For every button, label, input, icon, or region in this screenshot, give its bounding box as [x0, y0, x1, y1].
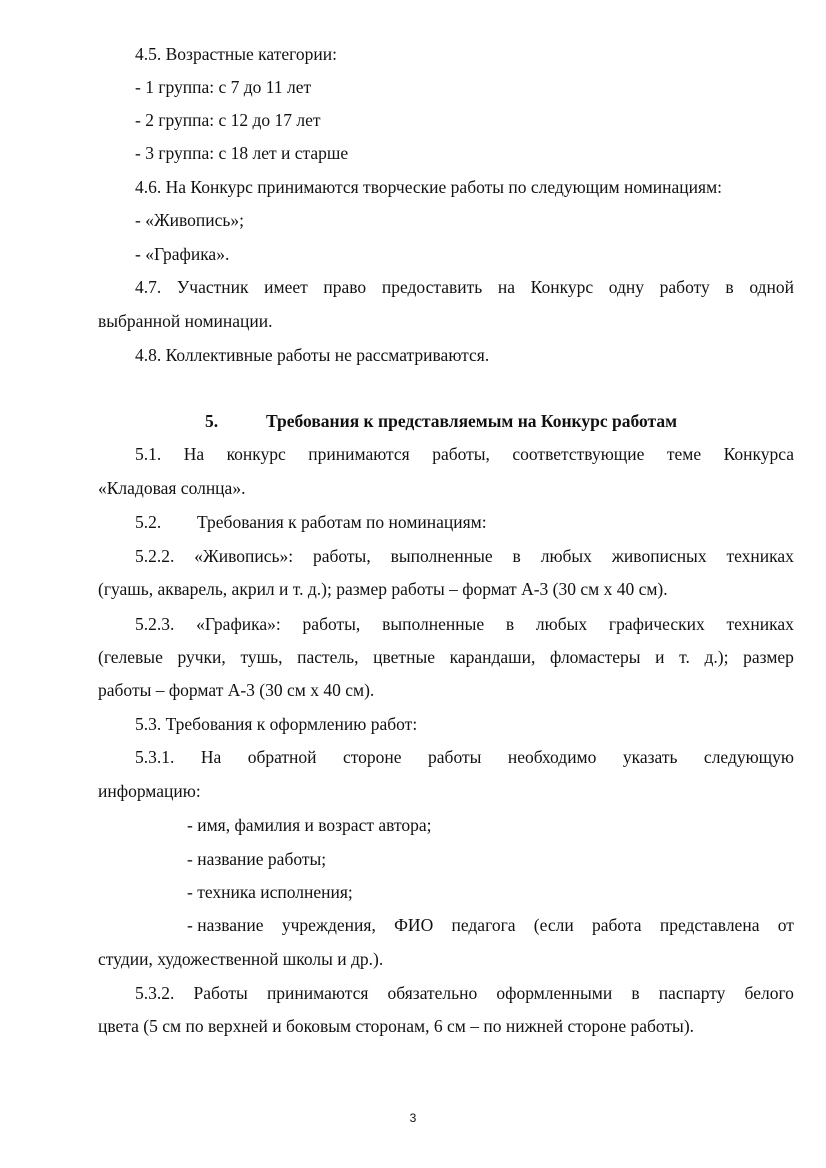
- info-item-institution-line-1: [187, 914, 794, 936]
- word: указать: [622, 747, 678, 767]
- nomination-painting: - «Живопись»;: [135, 210, 244, 230]
- word: обязательно: [387, 983, 478, 1003]
- word: оформленными: [496, 983, 613, 1003]
- word: на: [497, 277, 516, 297]
- word: живописных: [611, 546, 707, 566]
- word: одной: [749, 277, 794, 297]
- word: конкурс: [226, 444, 286, 464]
- section-5-2-3-line-3: работы – формат А-3 (30 см х 40 см).: [98, 680, 375, 700]
- word: На: [183, 444, 205, 464]
- word: паспарту: [658, 983, 726, 1003]
- word: в: [512, 546, 521, 566]
- word: белого: [744, 983, 794, 1003]
- word: - название: [187, 915, 264, 935]
- word: предоставить: [381, 277, 483, 297]
- word: соответствующие: [512, 444, 645, 464]
- word: пастель,: [297, 647, 359, 667]
- section-4-8: 4.8. Коллективные работы не рассматриваются.: [135, 345, 490, 365]
- word: 5.2.3.: [135, 614, 175, 634]
- age-group-1: - 1 группа: с 7 до 11 лет: [135, 77, 312, 97]
- word: имеет: [264, 277, 308, 297]
- word: (гелевые: [98, 647, 163, 667]
- word: работы,: [302, 614, 361, 634]
- word: 5.3.2.: [135, 983, 175, 1003]
- word: 5.2.2.: [135, 546, 175, 566]
- word: от: [777, 915, 794, 935]
- section-4-7-line-1: [135, 276, 794, 298]
- word: одну: [608, 277, 645, 297]
- section-5-1-line-2: «Кладовая солнца».: [98, 478, 246, 498]
- word: 5.3.1.: [135, 747, 175, 767]
- word: любых: [540, 546, 592, 566]
- word: 5.1.: [135, 444, 162, 464]
- section-5-1-line-1: [135, 443, 794, 465]
- info-item-technique: - техника исполнения;: [187, 882, 353, 902]
- word: «Графика»:: [196, 614, 281, 634]
- age-group-3: - 3 группа: с 18 лет и старше: [135, 143, 349, 163]
- section-5-3-1-line-2: информацию:: [98, 781, 201, 801]
- word: 4.7.: [135, 277, 162, 297]
- section-5-2-3-line-2: [98, 646, 794, 668]
- info-item-institution-line-2: студии, художественной школы и др.).: [98, 949, 384, 969]
- word: ФИО: [394, 915, 434, 935]
- word: принимаются: [266, 983, 369, 1003]
- word: в: [725, 277, 734, 297]
- word: Конкурса: [723, 444, 794, 464]
- section-5-2-number: 5.2.: [135, 512, 162, 532]
- word: ручки,: [177, 647, 226, 667]
- word: принимаются: [308, 444, 410, 464]
- word: фломастеры: [550, 647, 641, 667]
- word: цветные: [373, 647, 435, 667]
- section-4-7-line-2: выбранной номинации.: [98, 311, 273, 331]
- section-5-2-3-line-1: [135, 613, 794, 635]
- word: На: [200, 747, 222, 767]
- word: выполненные: [390, 546, 493, 566]
- word: выполненные: [382, 614, 485, 634]
- section-5-3-1-line-1: [135, 746, 794, 768]
- section-5-title: Требования к представляемым на Конкурс работам: [266, 411, 678, 431]
- word: право: [323, 277, 367, 297]
- section-5-2-2-line-1: [135, 545, 794, 567]
- section-5-3: 5.3. Требования к оформлению работ:: [135, 714, 418, 734]
- word: в: [505, 614, 515, 634]
- word: размер: [743, 647, 794, 667]
- word: д.);: [704, 647, 729, 667]
- word: графических: [608, 614, 705, 634]
- word: обратной: [247, 747, 317, 767]
- section-5-2-2-line-2: (гуашь, акварель, акрил и т. д.); размер работы – формат А-3 (30 см х 40 см).: [98, 579, 668, 599]
- nomination-graphics: - «Графика».: [135, 244, 230, 264]
- age-group-2: - 2 группа: с 12 до 17 лет: [135, 110, 321, 130]
- word: работу: [659, 277, 710, 297]
- section-4-5-title: 4.5. Возрастные категории:: [135, 44, 337, 64]
- section-5-number: 5.: [205, 411, 219, 431]
- word: тушь,: [240, 647, 283, 667]
- word: техниках: [726, 614, 794, 634]
- word: «Живопись»:: [194, 546, 294, 566]
- word: Участник: [176, 277, 249, 297]
- word: карандаши,: [449, 647, 536, 667]
- word: Конкурс: [530, 277, 594, 297]
- section-5-3-2-line-2: цвета (5 см по верхней и боковым сторонам, 6 см – по нижней стороне работы).: [98, 1016, 695, 1036]
- word: необходимо: [507, 747, 597, 767]
- word: следующую: [703, 747, 794, 767]
- page-number: 3: [409, 1111, 417, 1125]
- word: теме: [666, 444, 702, 464]
- word: работы: [428, 747, 482, 767]
- word: учреждения,: [281, 915, 376, 935]
- word: любых: [535, 614, 588, 634]
- word: педагога: [451, 915, 516, 935]
- word: представлена: [659, 915, 760, 935]
- word: работы,: [312, 546, 371, 566]
- info-item-title: - название работы;: [187, 849, 327, 869]
- word: в: [631, 983, 640, 1003]
- word: и: [655, 647, 665, 667]
- section-5-3-2-line-1: [135, 982, 794, 1004]
- word: (если: [533, 915, 574, 935]
- word: Работы: [193, 983, 248, 1003]
- section-4-6-title: 4.6. На Конкурс принимаются творческие работы по следующим номинациям:: [135, 177, 723, 197]
- section-5-2-text: Требования к работам по номинациям:: [197, 512, 487, 532]
- word: работы,: [432, 444, 490, 464]
- word: т.: [679, 647, 690, 667]
- word: техниках: [726, 546, 794, 566]
- word: работа: [591, 915, 642, 935]
- word: стороне: [343, 747, 402, 767]
- info-item-author: - имя, фамилия и возраст автора;: [187, 815, 432, 835]
